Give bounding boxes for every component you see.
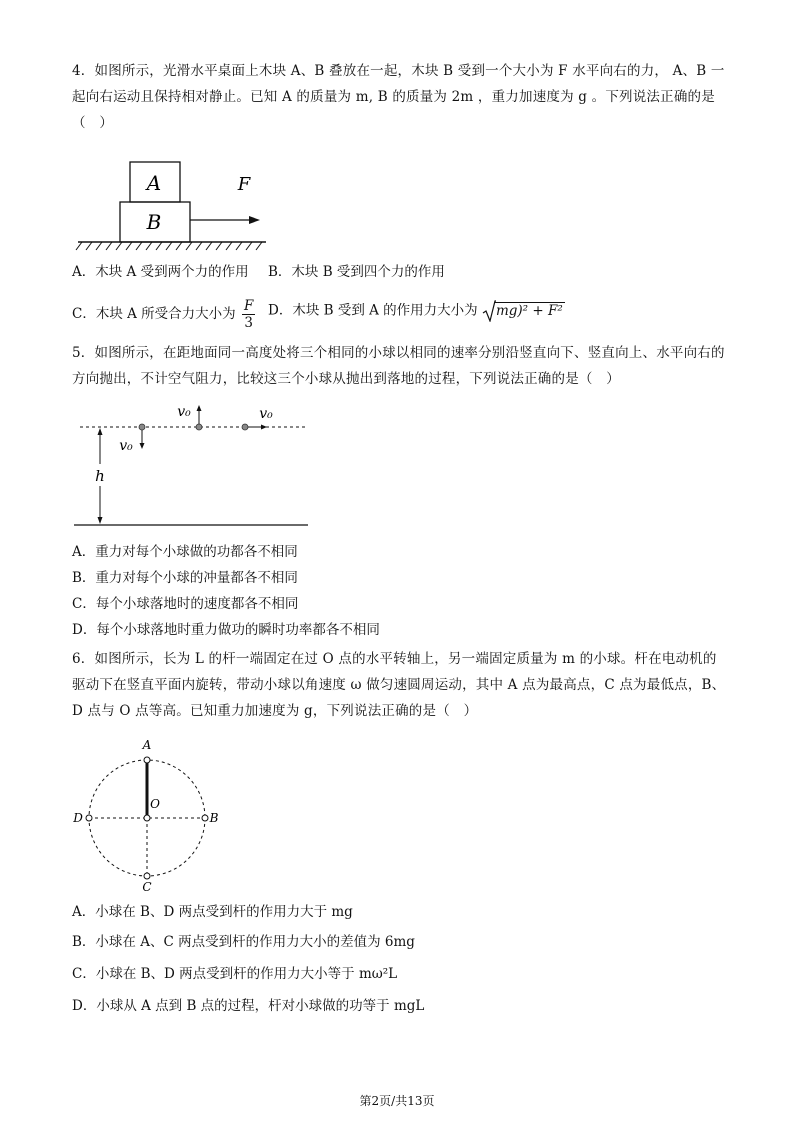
v0-up-label: v₀: [177, 404, 191, 420]
height-label: h: [95, 467, 105, 485]
q6-option-a[interactable]: A．小球在 B、D 两点受到杆的作用力大于 mg: [72, 904, 353, 920]
point-o-label: O: [150, 797, 160, 811]
q5-option-a[interactable]: A．重力对每个小球做的功都各不相同: [72, 544, 298, 560]
q4-figure: [74, 158, 274, 254]
point-a-label: A: [142, 738, 152, 752]
point-b-label: B: [209, 811, 219, 825]
ball-at-a: [144, 757, 150, 763]
force-label: F: [237, 174, 251, 195]
point-d-marker: [86, 815, 92, 821]
ball-right: [242, 424, 248, 430]
q4-option-b[interactable]: B．木块 B 受到四个力的作用: [268, 264, 445, 280]
q4-option-a[interactable]: A．木块 A 受到两个力的作用: [72, 264, 249, 280]
block-b-label: B: [146, 210, 162, 234]
q4-stem: 4．如图所示，光滑水平桌面上木块 A、B 叠放在一起，木块 B 受到一个大小为 F 水平向右的力， A、B 一起向右运动且保持相对静止。已知 A 的质量为 m, B 的质量为 2m ，重力加速度为 g 。下列说法正确的是（ ）: [72, 63, 725, 131]
q4-option-d[interactable]: [268, 300, 565, 322]
block-a-label: A: [146, 171, 162, 195]
ball-up: [196, 424, 202, 430]
page-footer: 第2页/共13页: [359, 1094, 435, 1108]
q5-option-b[interactable]: B．重力对每个小球的冲量都各不相同: [72, 570, 298, 586]
q6-option-c[interactable]: C．小球在 B、D 两点受到杆的作用力大小等于 mω²L: [72, 966, 398, 982]
v0-down-label: v₀: [119, 438, 133, 454]
q5-stem: 5．如图所示，在距地面同一高度处将三个相同的小球以相同的速率分别沿竖直向下、竖直向上、水平向右的方向抛出，不计空气阻力，比较这三个小球从抛出到落地的过程，下列说法正确的是（ ）: [72, 345, 725, 387]
q4-option-d-text: D．木块 B 受到 A 的作用力大小为: [268, 302, 478, 319]
q6-stem: 6．如图所示，长为 L 的杆一端固定在过 O 点的水平转轴上，另一端固定质量为 m 的小球。杆在电动机的驱动下在竖直平面内旋转，带动小球以角速度 ω 做匀速圆周运动，其中 A 点为最高点，C 点为最低点，B、D 点与 O 点等高。已知重力加速度为 g，下列说法正确的是（ ）: [72, 651, 726, 719]
ground-hatch: [76, 242, 262, 250]
point-c-marker: [144, 873, 150, 879]
v0-right-label: v₀: [259, 406, 273, 422]
q5-option-c[interactable]: C．每个小球落地时的速度都各不相同: [72, 596, 299, 612]
q4-option-d-expr: mg)² + F²: [495, 302, 563, 319]
q6-option-d[interactable]: D．小球从 A 点到 B 点的过程，杆对小球做的功等于 mgL: [72, 998, 425, 1014]
q6-option-b[interactable]: B．小球在 A、C 两点受到杆的作用力大小的差值为 6mg: [72, 934, 415, 950]
point-b-marker: [202, 815, 208, 821]
q5-option-d[interactable]: D．每个小球落地时重力做功的瞬时功率都各不相同: [72, 622, 380, 638]
q6-figure: [66, 732, 226, 896]
ball-down: [139, 424, 145, 430]
pivot-o: [144, 815, 150, 821]
q5-figure: [74, 398, 314, 532]
point-d-label: D: [73, 811, 83, 825]
q4-option-c-fraction: $\frac{F}{3}$: [243, 298, 254, 331]
q4-option-c-text: C．木块 A 所受合力大小为: [72, 306, 236, 322]
point-c-label: C: [142, 880, 152, 894]
q4-option-c[interactable]: [72, 298, 257, 331]
